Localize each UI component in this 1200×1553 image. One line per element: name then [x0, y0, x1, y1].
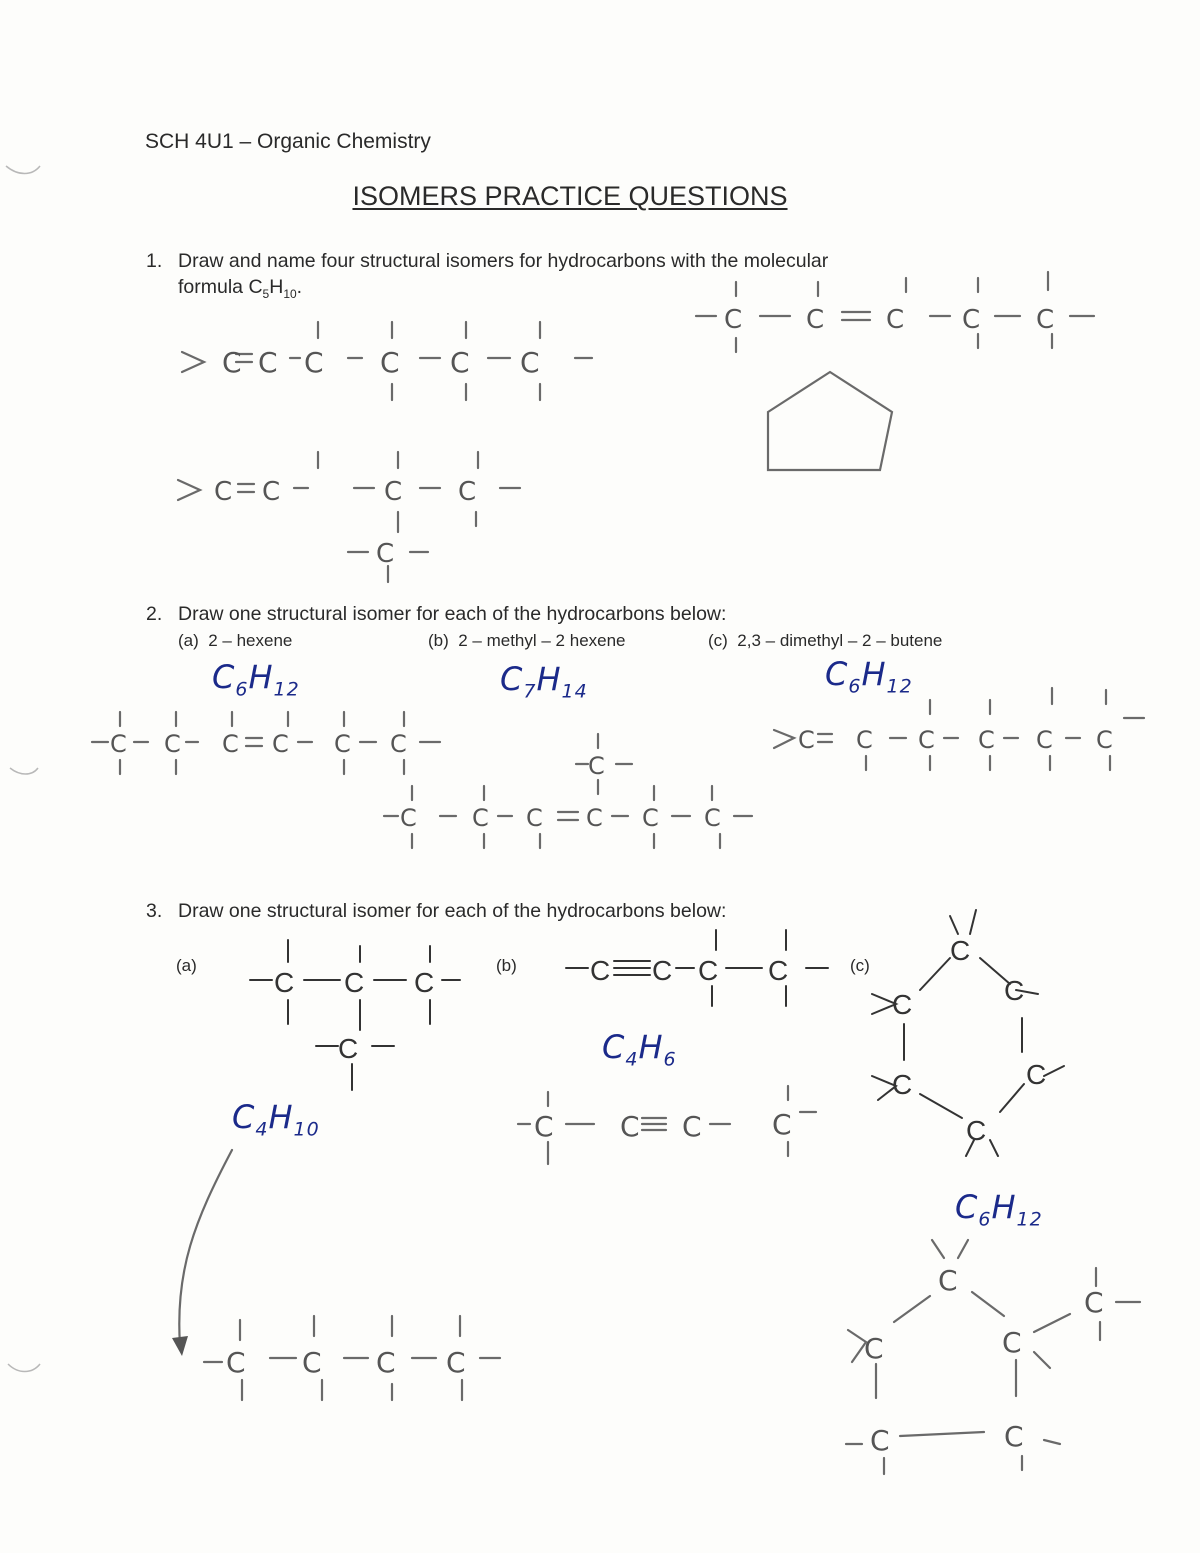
structure-3c-print-carbons: [892, 935, 1046, 1146]
svg-text:C: C: [1084, 1286, 1104, 1319]
svg-text:C: C: [704, 804, 721, 832]
structure-2c-carbons: [798, 726, 1113, 754]
question-2b: (b) 2 – methyl – 2 hexene: [428, 631, 626, 650]
answer-3c-formula: $C_6H_{12}$: [955, 1188, 1043, 1231]
svg-text:C: C: [1026, 1059, 1047, 1090]
structure-2c: [774, 688, 1144, 770]
svg-text:C: C: [534, 1110, 554, 1143]
svg-text:C: C: [1036, 305, 1055, 335]
svg-text:C: C: [1004, 975, 1025, 1006]
svg-text:C: C: [222, 346, 242, 379]
structure-3c-print-ring: [872, 910, 1064, 1156]
svg-text:C: C: [1004, 1420, 1024, 1453]
svg-text:C: C: [390, 730, 407, 758]
course-heading: SCH 4U1 – Organic Chemistry: [145, 130, 431, 153]
svg-text:C: C: [526, 804, 543, 832]
answer-3b-formula: $C_4H_6$: [602, 1028, 677, 1071]
arrow-head: [172, 1336, 188, 1356]
svg-text:C: C: [272, 730, 289, 758]
svg-text:C: C: [856, 726, 873, 754]
question-1: [146, 248, 829, 307]
svg-text:C: C: [380, 346, 400, 379]
svg-text:C: C: [110, 730, 127, 758]
svg-text:C: C: [214, 477, 233, 507]
structure-3a-answer: [204, 1316, 500, 1400]
svg-text:C: C: [950, 935, 971, 966]
structure-3a-carbons: [274, 967, 434, 1064]
question-3c-label: (c): [850, 956, 870, 975]
question-1-formula: formula $C_5H_{10}$.: [178, 276, 303, 301]
question-2-number: 2.: [146, 603, 163, 625]
svg-text:C: C: [652, 955, 673, 986]
svg-text:C: C: [918, 726, 935, 754]
question-2: [146, 601, 727, 627]
structure-3a-answer-carbons: [226, 1346, 466, 1379]
question-3b-label: (b): [496, 956, 517, 975]
structure-3b-print: [566, 930, 828, 1006]
question-1-text: Draw and name four structural isomers for hydrocarbons with the molecular: [178, 250, 829, 272]
svg-text:C: C: [724, 305, 743, 335]
svg-text:C: C: [892, 989, 913, 1020]
svg-text:C: C: [870, 1424, 890, 1457]
question-2c: (c) 2,3 – dimethyl – 2 – butene: [708, 631, 943, 650]
svg-text:C: C: [376, 1346, 396, 1379]
svg-text:C: C: [698, 955, 719, 986]
svg-text:C: C: [978, 726, 995, 754]
svg-text:C: C: [768, 955, 789, 986]
answer-2b-formula: $C_7H_{14}$: [500, 660, 588, 703]
svg-text:C: C: [966, 1115, 987, 1146]
structure-2b: [384, 734, 752, 848]
question-3-number: 3.: [146, 900, 163, 922]
svg-text:C: C: [586, 804, 603, 832]
structure-1c-carbons: [724, 305, 1054, 335]
question-3: [146, 898, 727, 924]
svg-text:C: C: [400, 804, 417, 832]
cyclopentane-ring: [768, 372, 892, 470]
question-3-text: Draw one structural isomer for each of the hydrocarbons below:: [178, 900, 727, 922]
svg-text:C: C: [1002, 1326, 1022, 1359]
structure-3b-answer: [518, 1086, 816, 1164]
answer-2c-formula: $C_6H_{12}$: [825, 655, 913, 698]
question-2-text: Draw one structural isomer for each of the hydrocarbons below:: [178, 603, 727, 625]
svg-text:C: C: [472, 804, 489, 832]
worksheet-title: [0, 181, 1200, 212]
svg-text:C: C: [262, 477, 281, 507]
svg-text:C: C: [376, 539, 395, 569]
svg-text:C: C: [304, 346, 324, 379]
svg-text:C: C: [446, 1346, 466, 1379]
worksheet-title-text: ISOMERS PRACTICE QUESTIONS: [352, 181, 788, 211]
svg-text:C: C: [588, 752, 605, 780]
svg-text:C: C: [334, 730, 351, 758]
margin-scan-marks: [6, 166, 40, 1372]
structure-3b-carbons: [590, 955, 788, 986]
svg-text:C: C: [772, 1108, 792, 1141]
svg-text:C: C: [682, 1110, 702, 1143]
structure-3c-answer-carbons: [864, 1264, 1104, 1457]
svg-text:C: C: [414, 967, 435, 998]
structure-3a-print: [250, 940, 460, 1090]
svg-text:C: C: [222, 730, 239, 758]
answer-3a-formula: $C_4H_{10}$: [232, 1098, 320, 1141]
svg-text:C: C: [938, 1264, 958, 1297]
svg-text:C: C: [806, 305, 825, 335]
svg-text:C: C: [164, 730, 181, 758]
svg-text:C: C: [886, 305, 905, 335]
svg-text:C: C: [338, 1033, 359, 1064]
svg-text:C: C: [226, 1346, 246, 1379]
structure-2b-carbons: [400, 752, 721, 832]
svg-text:C: C: [384, 477, 403, 507]
question-2a: (a) 2 – hexene: [178, 631, 293, 650]
structure-2a: [92, 712, 440, 774]
question-3a-label: (a): [176, 956, 197, 975]
structure-3b-answer-carbons: [534, 1108, 792, 1143]
svg-text:C: C: [892, 1069, 913, 1100]
svg-text:C: C: [344, 967, 365, 998]
svg-text:C: C: [642, 804, 659, 832]
answer-2a-formula: $C_6H_{12}$: [212, 658, 300, 701]
svg-text:C: C: [620, 1110, 640, 1143]
svg-text:C: C: [302, 1346, 322, 1379]
structure-1a: [182, 322, 592, 400]
svg-text:C: C: [798, 726, 815, 754]
svg-text:C: C: [520, 346, 540, 379]
svg-text:C: C: [450, 346, 470, 379]
svg-text:C: C: [274, 967, 295, 998]
svg-text:C: C: [962, 305, 981, 335]
structure-1b: [178, 452, 520, 582]
svg-text:C: C: [1096, 726, 1113, 754]
question-1-number: 1.: [146, 250, 163, 272]
structure-2a-carbons: [110, 730, 407, 758]
structure-3c-answer: [846, 1240, 1140, 1474]
structure-1a-carbons: [222, 346, 540, 379]
svg-text:C: C: [864, 1332, 884, 1365]
svg-text:C: C: [458, 477, 477, 507]
svg-text:C: C: [590, 955, 611, 986]
svg-text:C: C: [258, 346, 278, 379]
svg-text:C: C: [1036, 726, 1053, 754]
arrow-line: [179, 1150, 232, 1345]
structure-1b-carbons: [214, 477, 476, 569]
